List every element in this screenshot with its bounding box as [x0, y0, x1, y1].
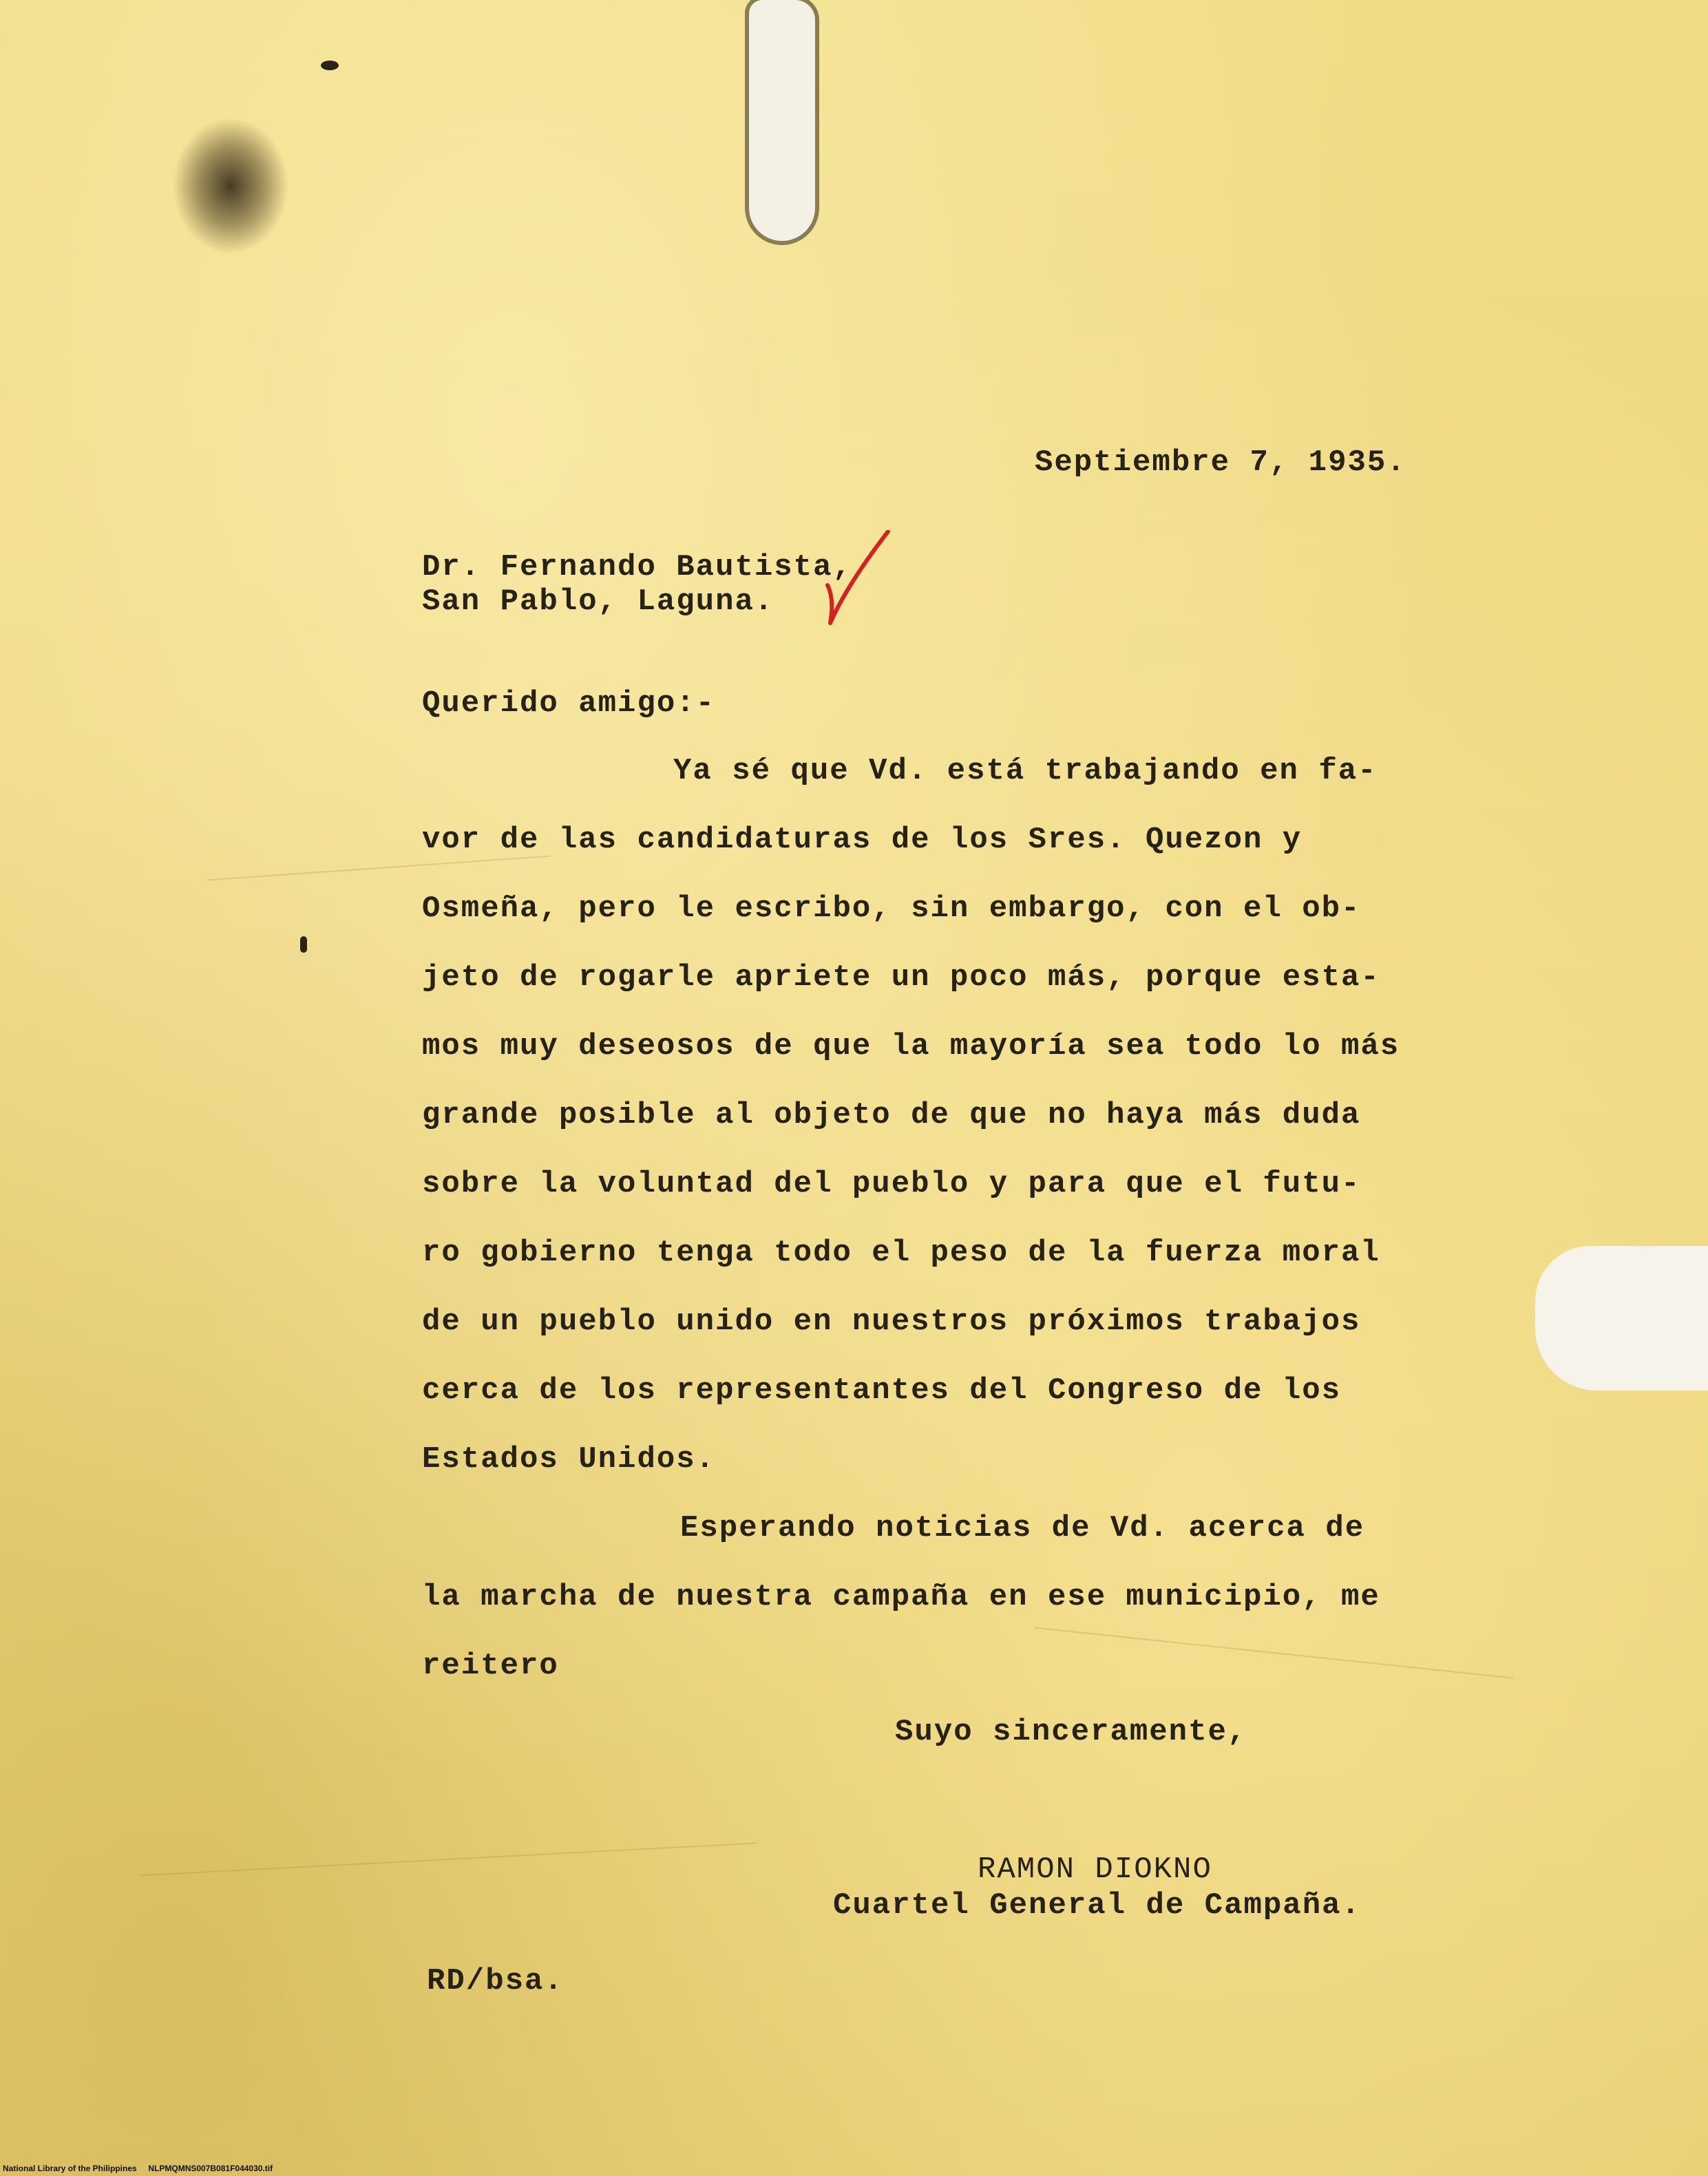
paper-wrinkle: [1034, 1627, 1513, 1678]
signer-title: Cuartel General de Campaña.: [833, 1888, 1361, 1923]
footer-library: National Library of the Philippines: [3, 2164, 137, 2173]
body-line: la marcha de nuestra campaña en ese municipio, me: [422, 1580, 1380, 1614]
ink-spot: [321, 61, 339, 70]
body-line: de un pueblo unido en nuestros próximos trabajos: [422, 1304, 1361, 1339]
body-line: Estados Unidos.: [422, 1442, 716, 1477]
body-line: Osmeña, pero le escribo, sin embargo, con el ob-: [422, 891, 1361, 926]
salutation: Querido amigo:-: [422, 686, 716, 721]
body-line: grande posible al objeto de que no haya más duda: [422, 1098, 1361, 1132]
body-line: mos muy deseosos de que la mayoría sea todo lo más: [422, 1029, 1400, 1064]
footer-file-id: NLPMQMNS007B081F044030.tif: [148, 2164, 273, 2173]
recipient-address: San Pablo, Laguna.: [422, 584, 774, 619]
body-line: vor de las candidaturas de los Sres. Quezon y: [422, 823, 1303, 857]
letter-date: Septiembre 7, 1935.: [1035, 445, 1406, 480]
body-line: jeto de rogarle apriete un poco más, porque esta-: [422, 960, 1380, 995]
paper-wrinkle: [138, 1842, 757, 1876]
archive-footer: [3, 2164, 273, 2173]
paper-wrinkle: [207, 856, 551, 881]
ink-spot: [300, 936, 307, 953]
body-line: sobre la voluntad del pueblo y para que el futu-: [422, 1167, 1361, 1201]
reference-initials: RD/bsa.: [427, 1964, 564, 1998]
torn-hole-right: [1535, 1246, 1708, 1391]
signer-name: RAMON DIOKNO: [978, 1852, 1212, 1887]
body-line: Ya sé que Vd. está trabajando en fa-: [673, 754, 1378, 788]
red-checkmark: [819, 530, 895, 633]
body-line: cerca de los representantes del Congreso de los: [422, 1373, 1342, 1408]
body-line: ro gobierno tenga todo el peso de la fuerza moral: [422, 1236, 1380, 1270]
closing: Suyo sinceramente,: [895, 1715, 1247, 1749]
burn-stain: [172, 117, 289, 255]
recipient-name: Dr. Fernando Bautista,: [422, 550, 852, 584]
torn-hole-top: [749, 0, 815, 241]
body-line: Esperando noticias de Vd. acerca de: [680, 1511, 1365, 1545]
body-line: reitero: [422, 1649, 559, 1683]
